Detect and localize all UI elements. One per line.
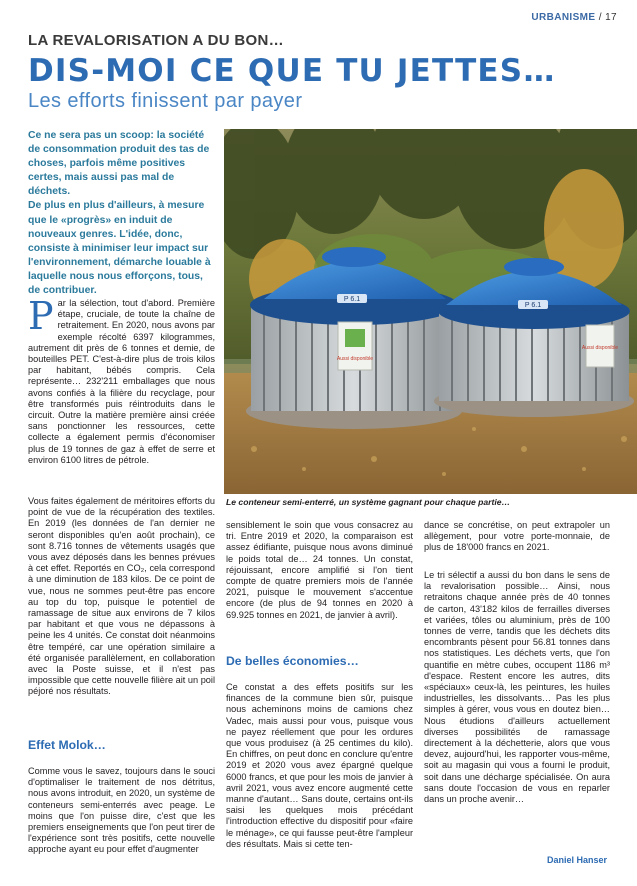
sticker-text-2: Aussi disponible [581,345,619,351]
column-2-bottom [226,682,413,850]
col2-paragraph-2: Ce constat a des effets positifs sur les finances de la commune bien sûr, puisque nous acheminons moins de camions chez Vadec, mais aussi pour vous, puisque vous ne payez réellement que pour les ordures que vous produisez (à 25 centimes du kilo). En chiffres, on peut donc en conclure qu'entre 2019 et 2020 vous avez épargné quelque 6000 francs, et que pour les mois de janvier à avril 2021, vous avez encore augmenté cette manne d'autant… Sans doute, certains ont-ils saisi les quelques mois précédant l'introduction effective du dispositif pour «faire le ménage», ce qui fausse peut-être l'ampleur des résultats. Mais si cette ten- [226,682,413,849]
lid-label-2: P 6.1 [524,302,542,309]
article-photo [224,129,637,494]
col1-paragraph-2: Vous faites également de méritoires efforts du point de vue de la récupération des textiles. En 2019 (les données de l'an dernier ne seront disponibles qu'en août prochain), ce sont 8.716 tonnes de vêtements usagés que vous avez déposés dans les bennes prévues à cet effet. Reportés en CO₂, cela correspond à une diminution de 183 kilos. De ce point de vue, nous ne sommes peut-être pas encore au top du top, puisque le potentiel de ramassage de situe aux environs de 7 kilos par habitant et que vous ne dépassons à peine les 4 unités. Ce constat doit néanmoins être tempéré, car une opération similaire a été organisée parallèlement, en collaboration avec la Poste suisse, et il n'est pas impossible que cette nouvelle filière ait un poil péjoré nos résultats. [28,496,215,697]
subhead-belles-economies: De belles économies… [226,654,359,668]
lead-p1: Ce ne sera pas un scoop: la société de consommation produit des tas de choses, parfois même positives certes, mais aussi pas mal de déchets. [28,130,210,198]
col3-paragraph-1: dance se concrétise, on peut extrapoler un allègement, pour votre porte-monnaie, de plus de 18'000 francs en 2021. [424,520,610,553]
sticker-text-1: Aussi disponible [336,356,374,362]
page-number: 17 [605,12,617,23]
section-label [531,12,617,23]
lead-paragraph [28,129,214,298]
drop-cap: P [28,294,54,338]
col2-paragraph-1: sensiblement le soin que vous consacrez au tri. Entre 2019 et 2020, la comparaison est assez édifiante, puisque nous avons diminué le poids total de… 24 tonnes. Un constat, réjouissant, encore amplifié si l'on tient compte de quatre premiers mois de l'année 2021, puisque le mouvement s'accentue encore (de plus de 94 tonnes en 2020 à 69.925 tonnes en 2021, de janvier à avril). [226,520,413,620]
kicker: LA REVALORISATION A DU BON… [28,32,284,49]
subhead-effet-molok: Effet Molok… [28,738,106,752]
column-1-top [28,294,215,466]
col1-paragraph-3: Comme vous le savez, toujours dans le souci d'optimaliser le traitement de nos détritus, nous avons introduit, en 2020, un système de conteneurs semi-enterrés avec peage. Le moins que l'on puisse dire, c'est que les premiers enseignements que l'on peut tirer de l'expérience sont très positifs, cette nouvelle approche ayant eu pour effet d'augmenter [28,766,215,855]
container-photo-illustration [224,129,637,494]
article-subtitle: Les efforts finissent par payer [28,90,303,112]
page-separator: / [598,12,602,23]
column-3-main [424,570,610,805]
article-title: DIS-MOI CE QUE TU JETTES… [28,53,556,89]
column-1-bottom [28,766,215,856]
section-name: URBANISME [531,12,596,23]
column-2-top [226,520,413,621]
col3-paragraph-2: Le tri sélectif a aussi du bon dans le sens de la revalorisation possible… Ainsi, nous retraitons chaque année près de 40 tonnes de carton, 43'182 kilos de ferrailles diverses et variées, tôles ou aluminium, près de 100 tonnes de verre, tandis que les déchets dits encombrants pèsent pour 56.81 tonnes dans nos statistiques. Les déchets verts, que l'on quantifie en mètre cubes, occupent 1186 m³ d'espace. Restent encore les autres, dits «spéciaux» ceux-là, les peintures, les huiles industrielles, les dissolvants… Pas les plus simples à gérer, vous vous en doutez bien… Nous étudions d'ailleurs actuellement diverses possibilités de ramassage directement à la déchetterie, alors que vous devez, aujourd'hui, les rapporter vous-même, soit au magasin qui vous a fourni le produit, soit dans une décharge spécialisée. On aura sans doute l'occasion de vous en reparler dans un proche avenir… [424,570,610,805]
lid-label-1: P 6.1 [343,296,361,303]
col1-paragraph-1: ar la sélection, tout d'abord. Première étape, cruciale, de toute la chaîne de retraitement. En 2020, nous avons par exemple récolté 6397 kilogrammes, autrement dit près de 6 tonnes et demie, de bouteilles PET. C'est-à-dire plus de trois kilos par habitant, bébés compris. Cela représente… 232'211 emballages que nous avons confiés à la filière du recyclage, pour être transformés puis réintroduits dans le circuit. Outre la matière première ainsi créée sans ponctionner les ressources, cette collecte a également permis d'économiser plus de 19 tonnes de gaz à effet de serre et environ 6100 litres de pétrole. [28,298,215,465]
author-name: Daniel Hanser [546,855,607,865]
column-1-middle [28,496,215,698]
photo-caption: Le conteneur semi-enterré, un système gagnant pour chaque partie… [226,497,511,507]
lead-p2: De plus en plus d'ailleurs, à mesure que le «progrès» en induit de nouveaux genres. L'idée, donc, consiste à minimiser leur impact sur l'environnement, démarche louable à laquelle nous nous efforçons, tous, de contribuer. [28,200,211,297]
column-3-top [424,520,610,554]
